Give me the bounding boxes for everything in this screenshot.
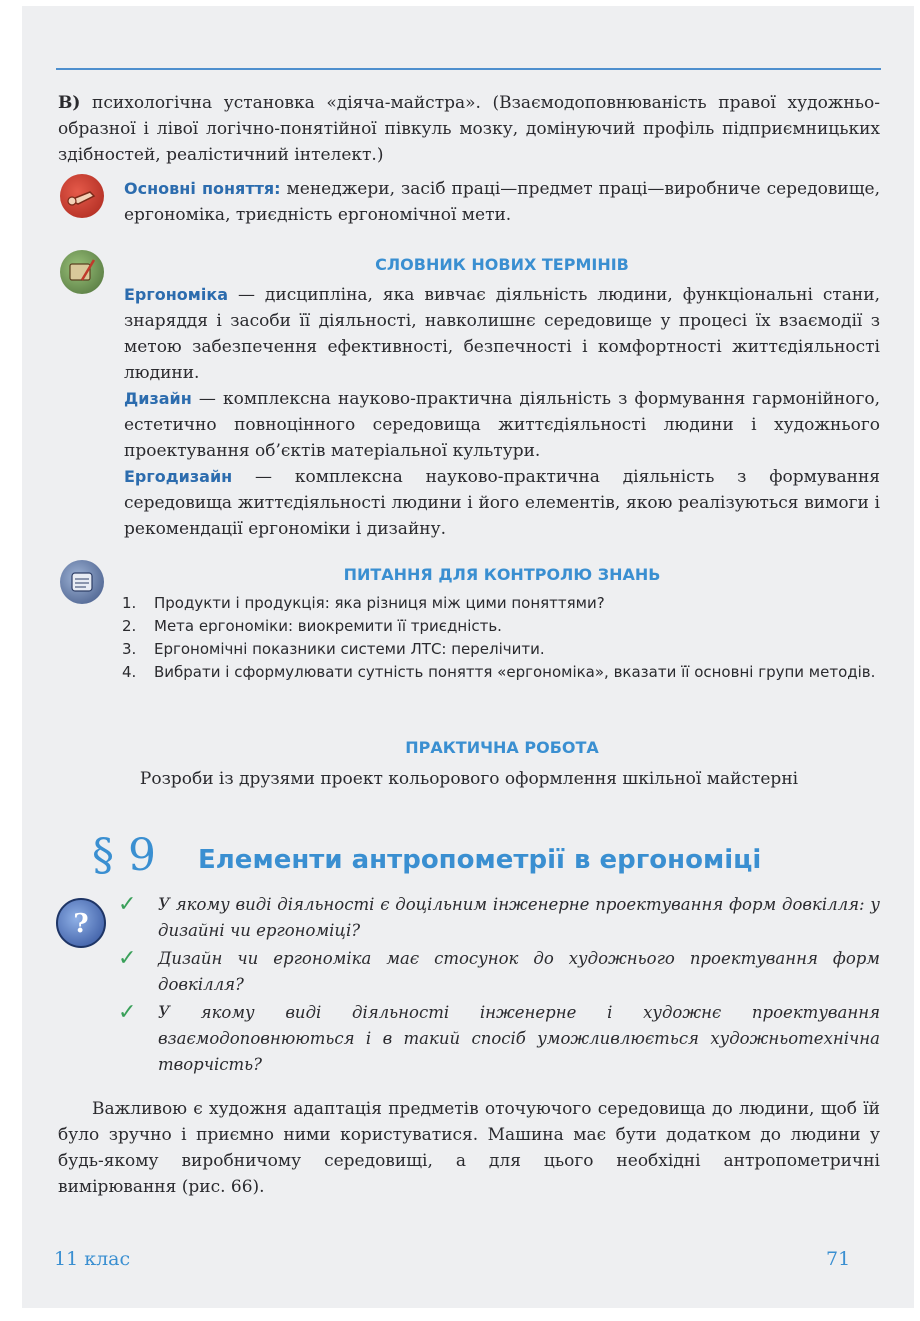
question-text: Дизайн чи ергономіка має стосунок до художнього проектування форм довкілля?: [158, 949, 880, 994]
glossary-term: Ергономіка: [124, 285, 228, 304]
glossary-item-design: [124, 386, 880, 464]
section-number: § 9: [92, 830, 156, 881]
list-item-number: 2.: [122, 617, 137, 635]
glossary-list: [124, 282, 880, 542]
dictionary-quill-glyph: [60, 250, 104, 294]
intro-text: психологічна установка «діяча-майстра». (Взаємодоповнюваність правої художньо-образної і лівої логічно-понятійної півкуль мозку, домінуючий профіль підприємницьких здібностей, реалістичний інтелект.): [58, 93, 881, 165]
concepts-text: менеджери, засіб праці—предмет праці—виробниче середовище, ергономіка, триєдність ергономічної мети.: [124, 179, 880, 225]
dictionary-quill-icon: [60, 250, 104, 294]
glossary-definition: — дисципліна, яка вивчає діяльність людини, функціональні стани, знаряддя і засоби її діяльності, навколишнє середовище у процесі їх взаємодії з метою забезпечення ефективності, безпечності і комфортності життєдіяльності людини.: [124, 285, 880, 383]
list-item-text: Продукти і продукція: яка різниця між цими поняттями?: [154, 594, 605, 612]
svg-text:?: ?: [73, 909, 89, 939]
list-item-text: Ергономічні показники системи ЛТС: перелічити.: [154, 640, 545, 658]
control-title: ПИТАННЯ ДЛЯ КОНТРОЛЮ ЗНАНЬ: [343, 565, 661, 584]
control-list: [118, 592, 880, 684]
glossary-item-ergonomics: [124, 282, 880, 386]
footer-grade: 11 клас: [54, 1248, 131, 1270]
question-text: У якому виді діяльності інженерне і художнє проектування взаємодоповнюються і в такий спосіб уможливлюється художньотехнічна творчість?: [158, 1003, 880, 1074]
practical-text: Розроби із друзями проект кольорового оформлення шкільної майстерні: [139, 769, 799, 789]
checkmark-icon: ✓: [118, 1000, 137, 1025]
glossary-definition: — комплексна науково-практична діяльність з формування середовища життєдіяльності людини і його елементів, якою реалізуються вимоги і рекомендації ергономіки і дизайну.: [124, 467, 880, 539]
list-item: [118, 638, 880, 661]
question-item: [118, 1000, 880, 1078]
question-mark-glyph: [58, 900, 104, 946]
questions-list: [118, 892, 880, 1080]
list-item-number: 4.: [122, 663, 137, 681]
section-title: Елементи антропометрії в ергономіці: [198, 845, 762, 875]
checkmark-icon: ✓: [118, 946, 137, 971]
question-item: [118, 892, 880, 944]
scroll-icon: [60, 560, 104, 604]
intro-marker: В): [58, 93, 81, 113]
practical-title: ПРАКТИЧНА РОБОТА: [405, 738, 599, 757]
list-item-text: Мета ергономіки: виокремити її триєдність.: [154, 617, 502, 635]
concepts-paragraph: [124, 176, 880, 228]
question-mark-icon: [56, 898, 106, 948]
body-paragraph: Важливою є художня адаптація предметів оточуючого середовища до людини, щоб їй було зручно і приємно ними користуватися. Машина має бути додатком до людини у будь-якому виробничому середовищі, а для цього необхідні антропометричні вимірювання (рис. 66).: [58, 1099, 880, 1197]
page-number: 71: [826, 1248, 851, 1270]
question-text: У якому виді діяльності є доцільним інженерне проектування форм довкілля: у дизайні чи ергономіці?: [158, 895, 880, 940]
checkmark-icon: ✓: [118, 892, 137, 917]
glossary-term: Ергодизайн: [124, 467, 233, 486]
list-item-number: 1.: [122, 594, 137, 612]
intro-paragraph: [58, 90, 880, 168]
list-item-text: Вибрати і сформулювати сутність поняття «ергономіка», вказати її основні групи методів.: [154, 663, 876, 681]
list-item-number: 3.: [122, 640, 137, 658]
list-item: [118, 661, 880, 684]
glossary-item-ergodesign: [124, 464, 880, 542]
hand-pointer-icon: [60, 174, 104, 218]
hand-pointer-glyph: [60, 174, 104, 218]
list-item: [118, 615, 880, 638]
concepts-label: Основні поняття:: [124, 179, 281, 198]
scroll-glyph: [60, 560, 104, 604]
list-item: [118, 592, 880, 615]
question-item: [118, 946, 880, 998]
glossary-term: Дизайн: [124, 389, 192, 408]
header-rule: [56, 68, 881, 70]
glossary-title: СЛОВНИК НОВИХ ТЕРМІНІВ: [375, 255, 629, 274]
glossary-definition: — комплексна науково-практична діяльність з формування гармонійного, естетично повноцінного середовища життєдіяльності людини і художнього проектування об’єктів матеріальної культури.: [124, 389, 880, 461]
textbook-page: [22, 6, 914, 1308]
